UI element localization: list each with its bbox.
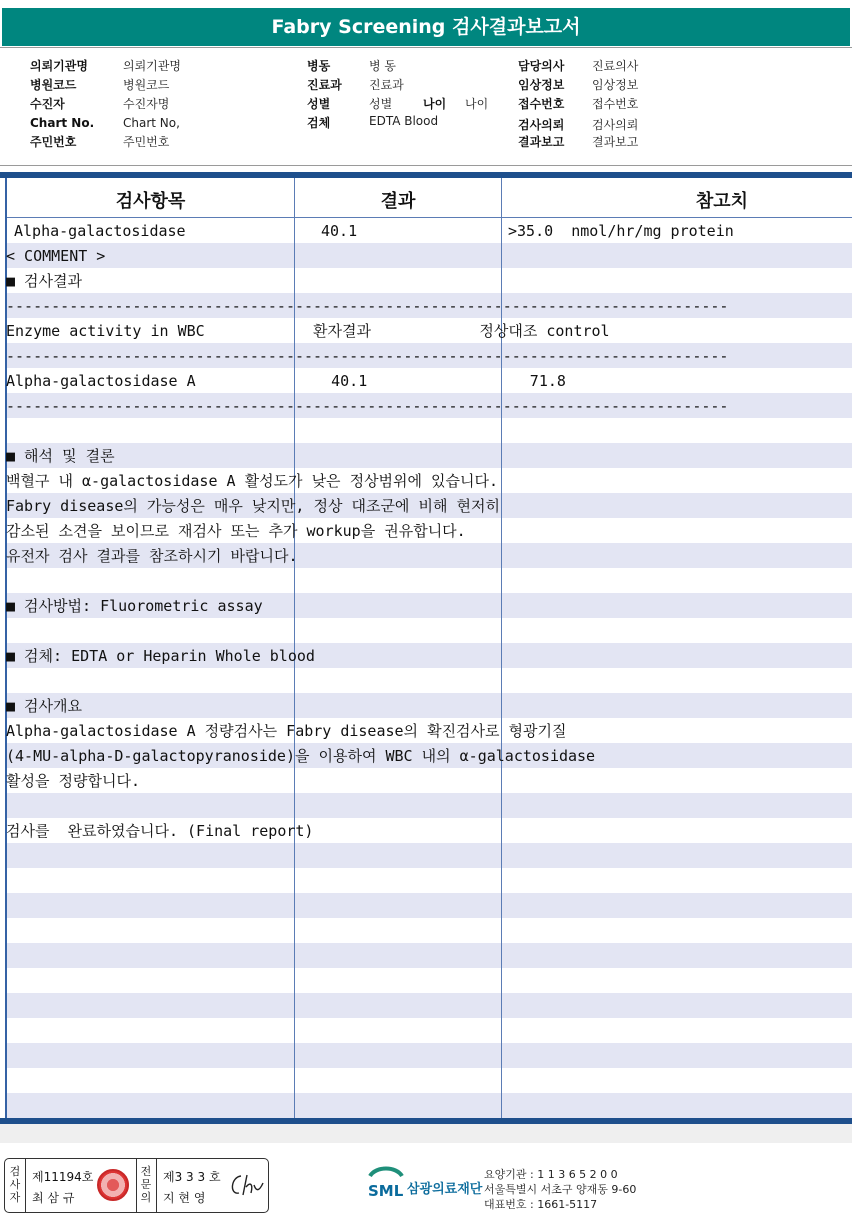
main-row-result: 40.1 <box>321 222 358 240</box>
title-divider <box>0 47 852 48</box>
row-stripe <box>7 793 852 818</box>
row-stripe <box>7 1043 852 1068</box>
org-code: 요양기관 : 1 1 3 6 5 2 0 0 <box>484 1168 618 1181</box>
comment-line: (4-MU-alpha-D-galactopyranoside)을 이용하여 WBC 내의 α-galactosidase <box>6 747 596 765</box>
row-stripe <box>7 893 852 918</box>
stamp-divider <box>156 1159 157 1212</box>
doctor-name: 지 현 영 <box>163 1191 206 1205</box>
comment-line: -------------------------------------------------------------------------------- <box>6 347 729 365</box>
comment-line: Alpha-galactosidase A 정량검사는 Fabry disease의 확진검사로 형광기질 <box>6 722 567 740</box>
tester-name: 최 삼 규 <box>32 1191 75 1205</box>
table-top-border <box>0 172 852 178</box>
comment-line: ■ 검사결과 <box>6 272 83 290</box>
comment-line: Alpha-galactosidase A 40.1 71.8 <box>6 372 566 390</box>
sml-logo-icon <box>366 1166 406 1206</box>
row-stripe <box>7 943 852 968</box>
report-title: Fabry Screening 검사결과보고서 <box>2 8 850 46</box>
row-stripe <box>7 243 852 268</box>
comment-line: ■ 검체: EDTA or Heparin Whole blood <box>6 647 315 665</box>
header-result: 결과 <box>380 191 416 212</box>
footer-band <box>0 1124 852 1143</box>
org-phone: 대표번호 : 1661-5117 <box>484 1198 598 1211</box>
svg-text:SML: SML <box>368 1182 404 1200</box>
org-name: 삼광의료재단 <box>407 1182 483 1197</box>
signature-icon <box>227 1171 265 1205</box>
comment-line: ■ 검사방법: Fluorometric assay <box>6 597 263 615</box>
tester-label: 검사자 <box>9 1165 21 1204</box>
comment-line: ■ 검사개요 <box>6 697 83 715</box>
comment-line: -------------------------------------------------------------------------------- <box>6 297 729 315</box>
comment-line: 유전자 검사 결과를 참조하시기 바랍니다. <box>6 547 298 565</box>
row-stripe <box>7 843 852 868</box>
stamp-divider <box>25 1159 26 1212</box>
comment-line: ■ 해석 및 결론 <box>6 447 115 465</box>
tester-license-no: 제11194호 <box>32 1170 94 1184</box>
comment-line: 활성을 정량합니다. <box>6 772 140 790</box>
comment-line: Fabry disease의 가능성은 매우 낮지만, 정상 대조군에 비해 현저히 <box>6 497 500 515</box>
signature-box <box>4 1158 269 1213</box>
comment-line: Enzyme activity in WBC 환자결과 정상대조 control <box>6 322 610 340</box>
main-row-reference: >35.0 nmol/hr/mg protein <box>508 222 734 240</box>
comment-line: 감소된 소견을 보이므로 재검사 또는 추가 workup을 권유합니다. <box>6 522 466 540</box>
comment-line: 검사를 완료하였습니다. (Final report) <box>6 822 314 840</box>
org-address: 서울특별시 서초구 양재동 9-60 <box>484 1183 637 1196</box>
doctor-label: 전문의 <box>140 1165 152 1204</box>
row-stripe <box>7 1093 852 1118</box>
seal-stamp-icon <box>97 1169 129 1201</box>
comment-line: -------------------------------------------------------------------------------- <box>6 397 729 415</box>
main-row-item: Alpha-galactosidase <box>14 222 186 240</box>
table-header-divider <box>7 217 852 218</box>
row-stripe <box>7 443 852 468</box>
comment-line: < COMMENT > <box>6 247 106 265</box>
doctor-license-no: 제3 3 3 호 <box>163 1170 221 1184</box>
header-test-item: 검사항목 <box>115 191 186 212</box>
comment-line: 백혈구 내 α-galactosidase A 활성도가 낮은 정상범위에 있습니다. <box>6 472 499 490</box>
info-divider <box>0 165 852 166</box>
stamp-divider <box>136 1159 137 1212</box>
row-stripe <box>7 693 852 718</box>
header-reference: 참고치 <box>695 191 749 212</box>
row-stripe <box>7 993 852 1018</box>
